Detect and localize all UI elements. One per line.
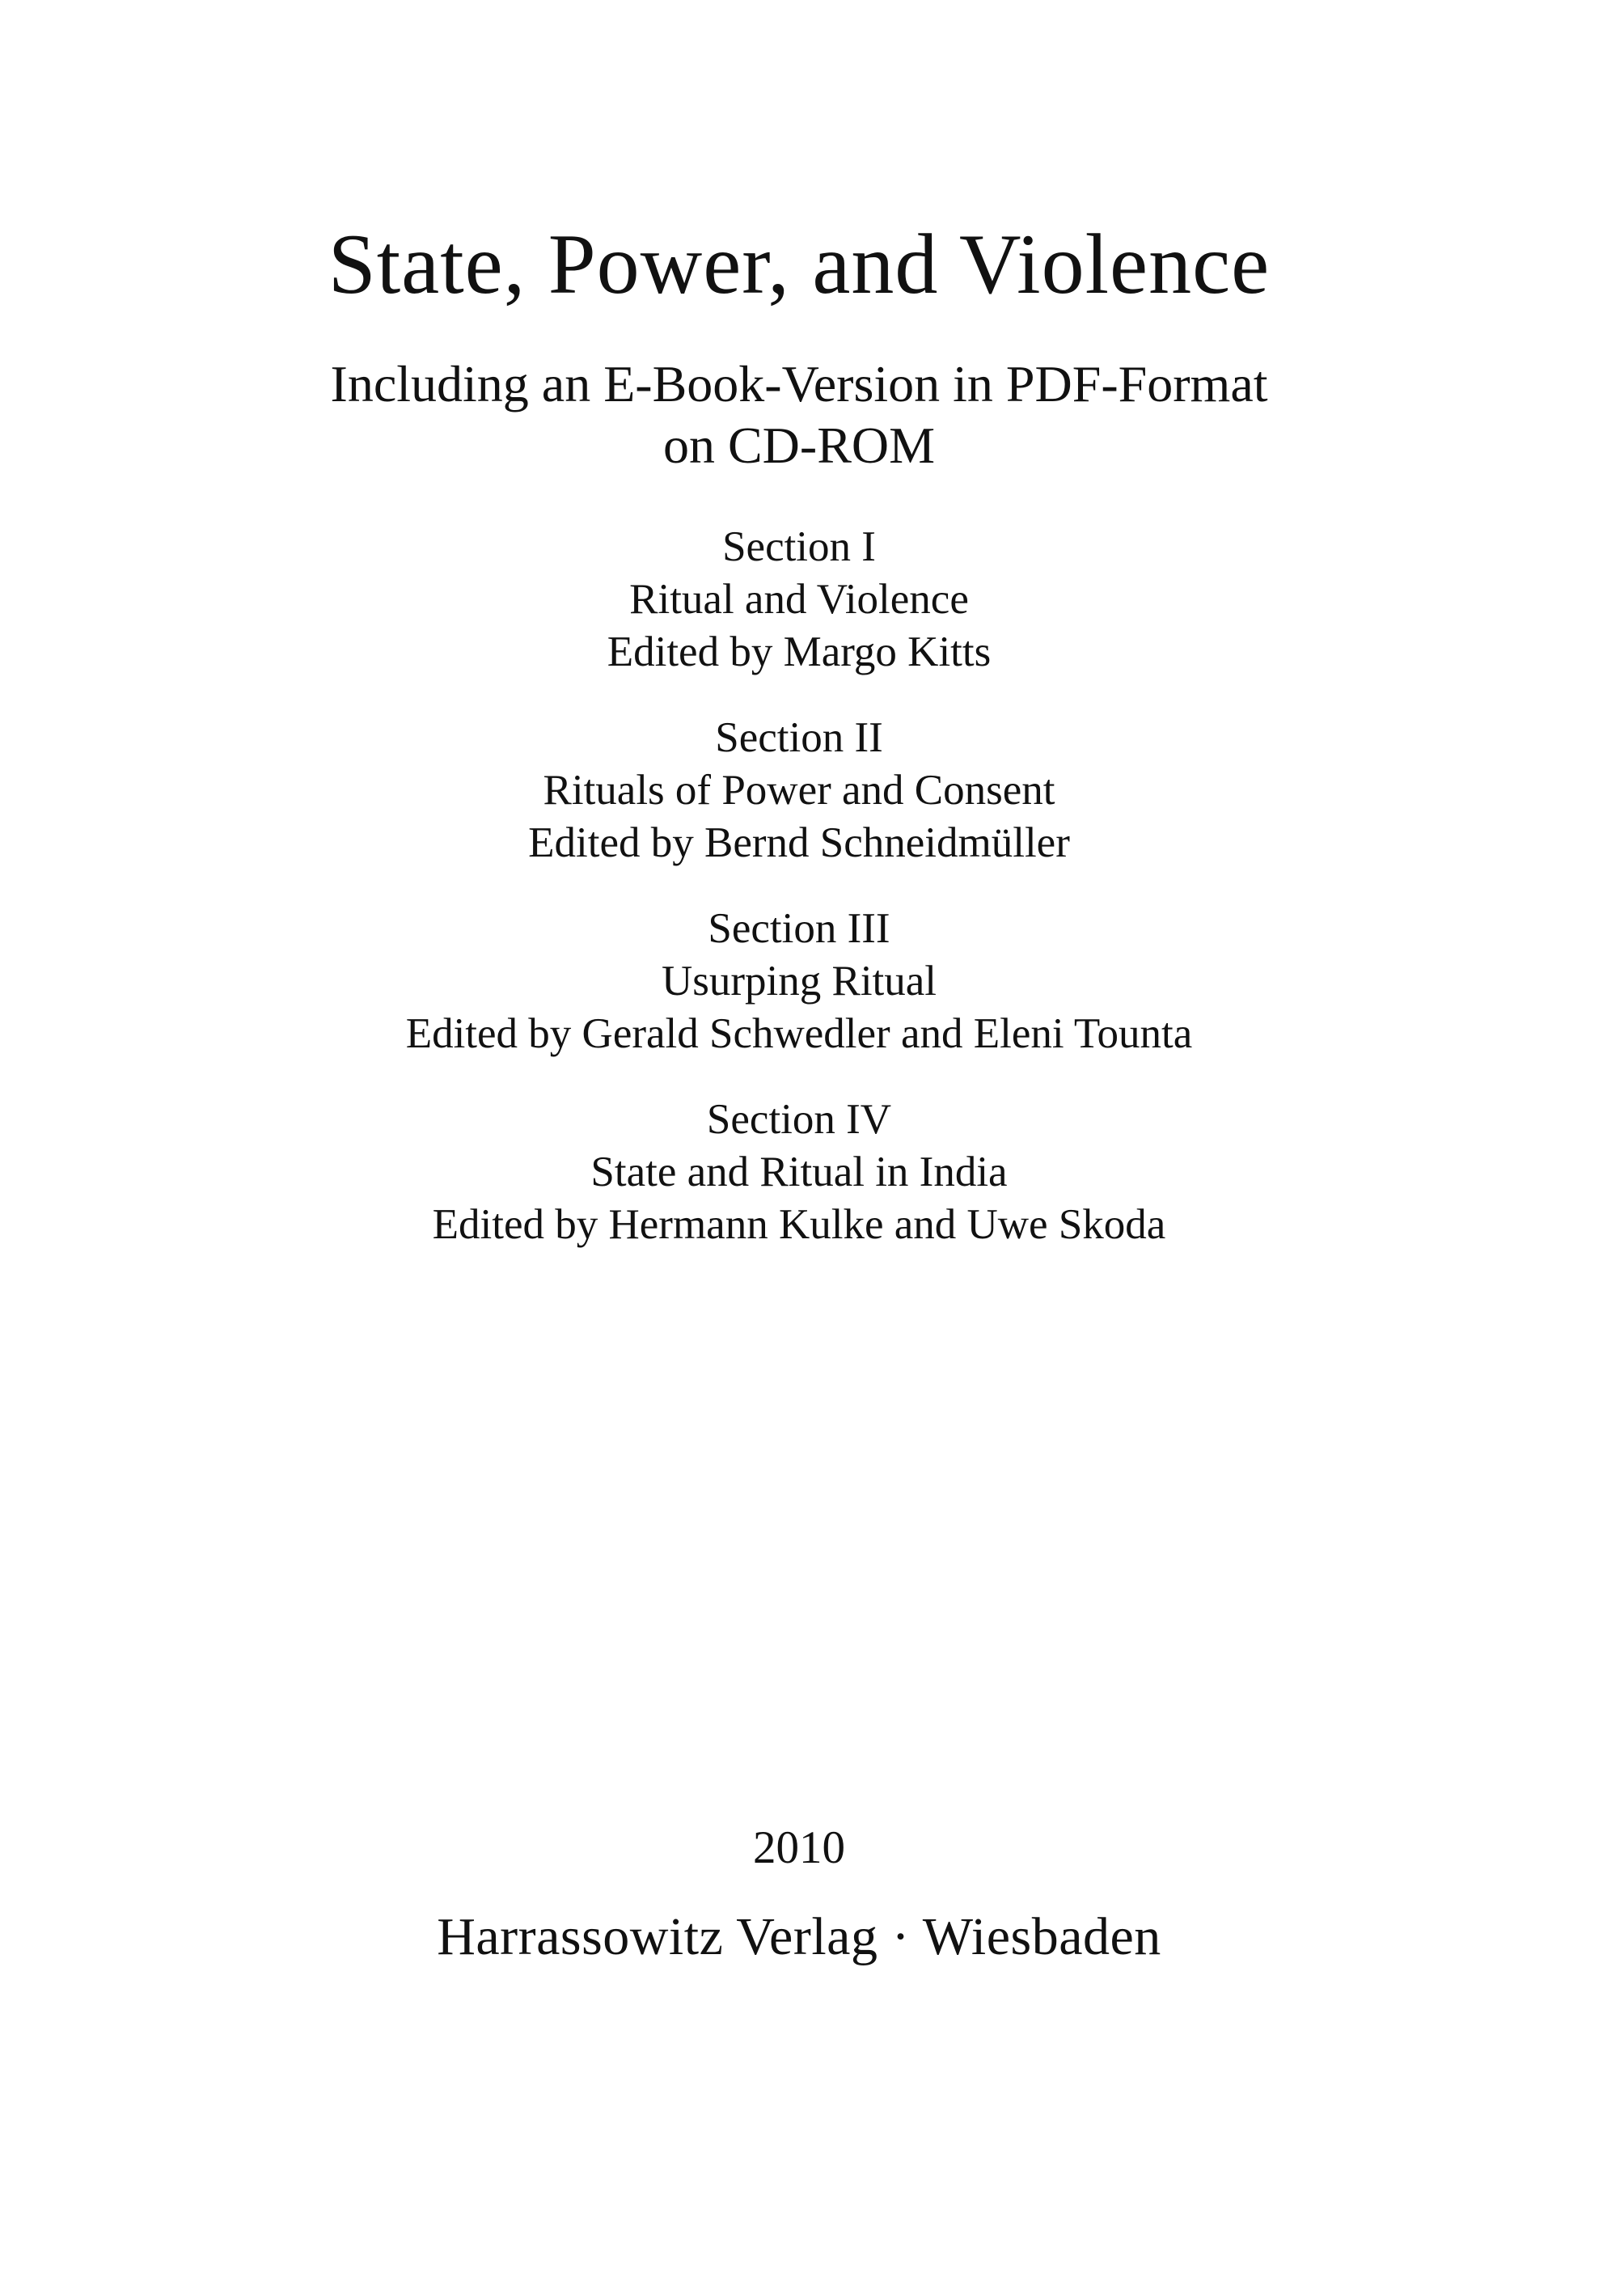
section-name: Ritual and Violence (629, 576, 969, 623)
section-editors: Edited by Bernd Schneidmüller (528, 819, 1070, 866)
section-editors: Edited by Margo Kitts (607, 628, 992, 675)
section-number: Section IV (706, 1096, 892, 1143)
section-name: Usurping Ritual (661, 958, 937, 1005)
section-number: Section III (708, 905, 890, 952)
section-block-3 (0, 903, 1598, 1060)
book-subtitle (0, 353, 1598, 476)
book-title: State, Power, and Violence (328, 217, 1271, 311)
section-editors: Edited by Gerald Schwedler and Eleni Tounta (405, 1010, 1193, 1057)
section-name: State and Ritual in India (590, 1149, 1008, 1195)
subtitle-line-1: Including an E-Book-Version in PDF-Format (330, 355, 1268, 412)
subtitle-line-2: on CD-ROM (662, 417, 936, 474)
section-block-1 (0, 521, 1598, 679)
section-number: Section I (722, 523, 876, 570)
publisher-imprint: Harrassowitz Verlag · Wiesbaden (437, 1907, 1161, 1966)
publication-year: 2010 (753, 1822, 845, 1873)
section-name: Rituals of Power and Consent (543, 767, 1055, 814)
section-list (0, 521, 1598, 1284)
section-block-2 (0, 712, 1598, 869)
section-block-4 (0, 1094, 1598, 1251)
section-number: Section II (715, 714, 883, 761)
section-editors: Edited by Hermann Kulke and Uwe Skoda (432, 1201, 1166, 1248)
